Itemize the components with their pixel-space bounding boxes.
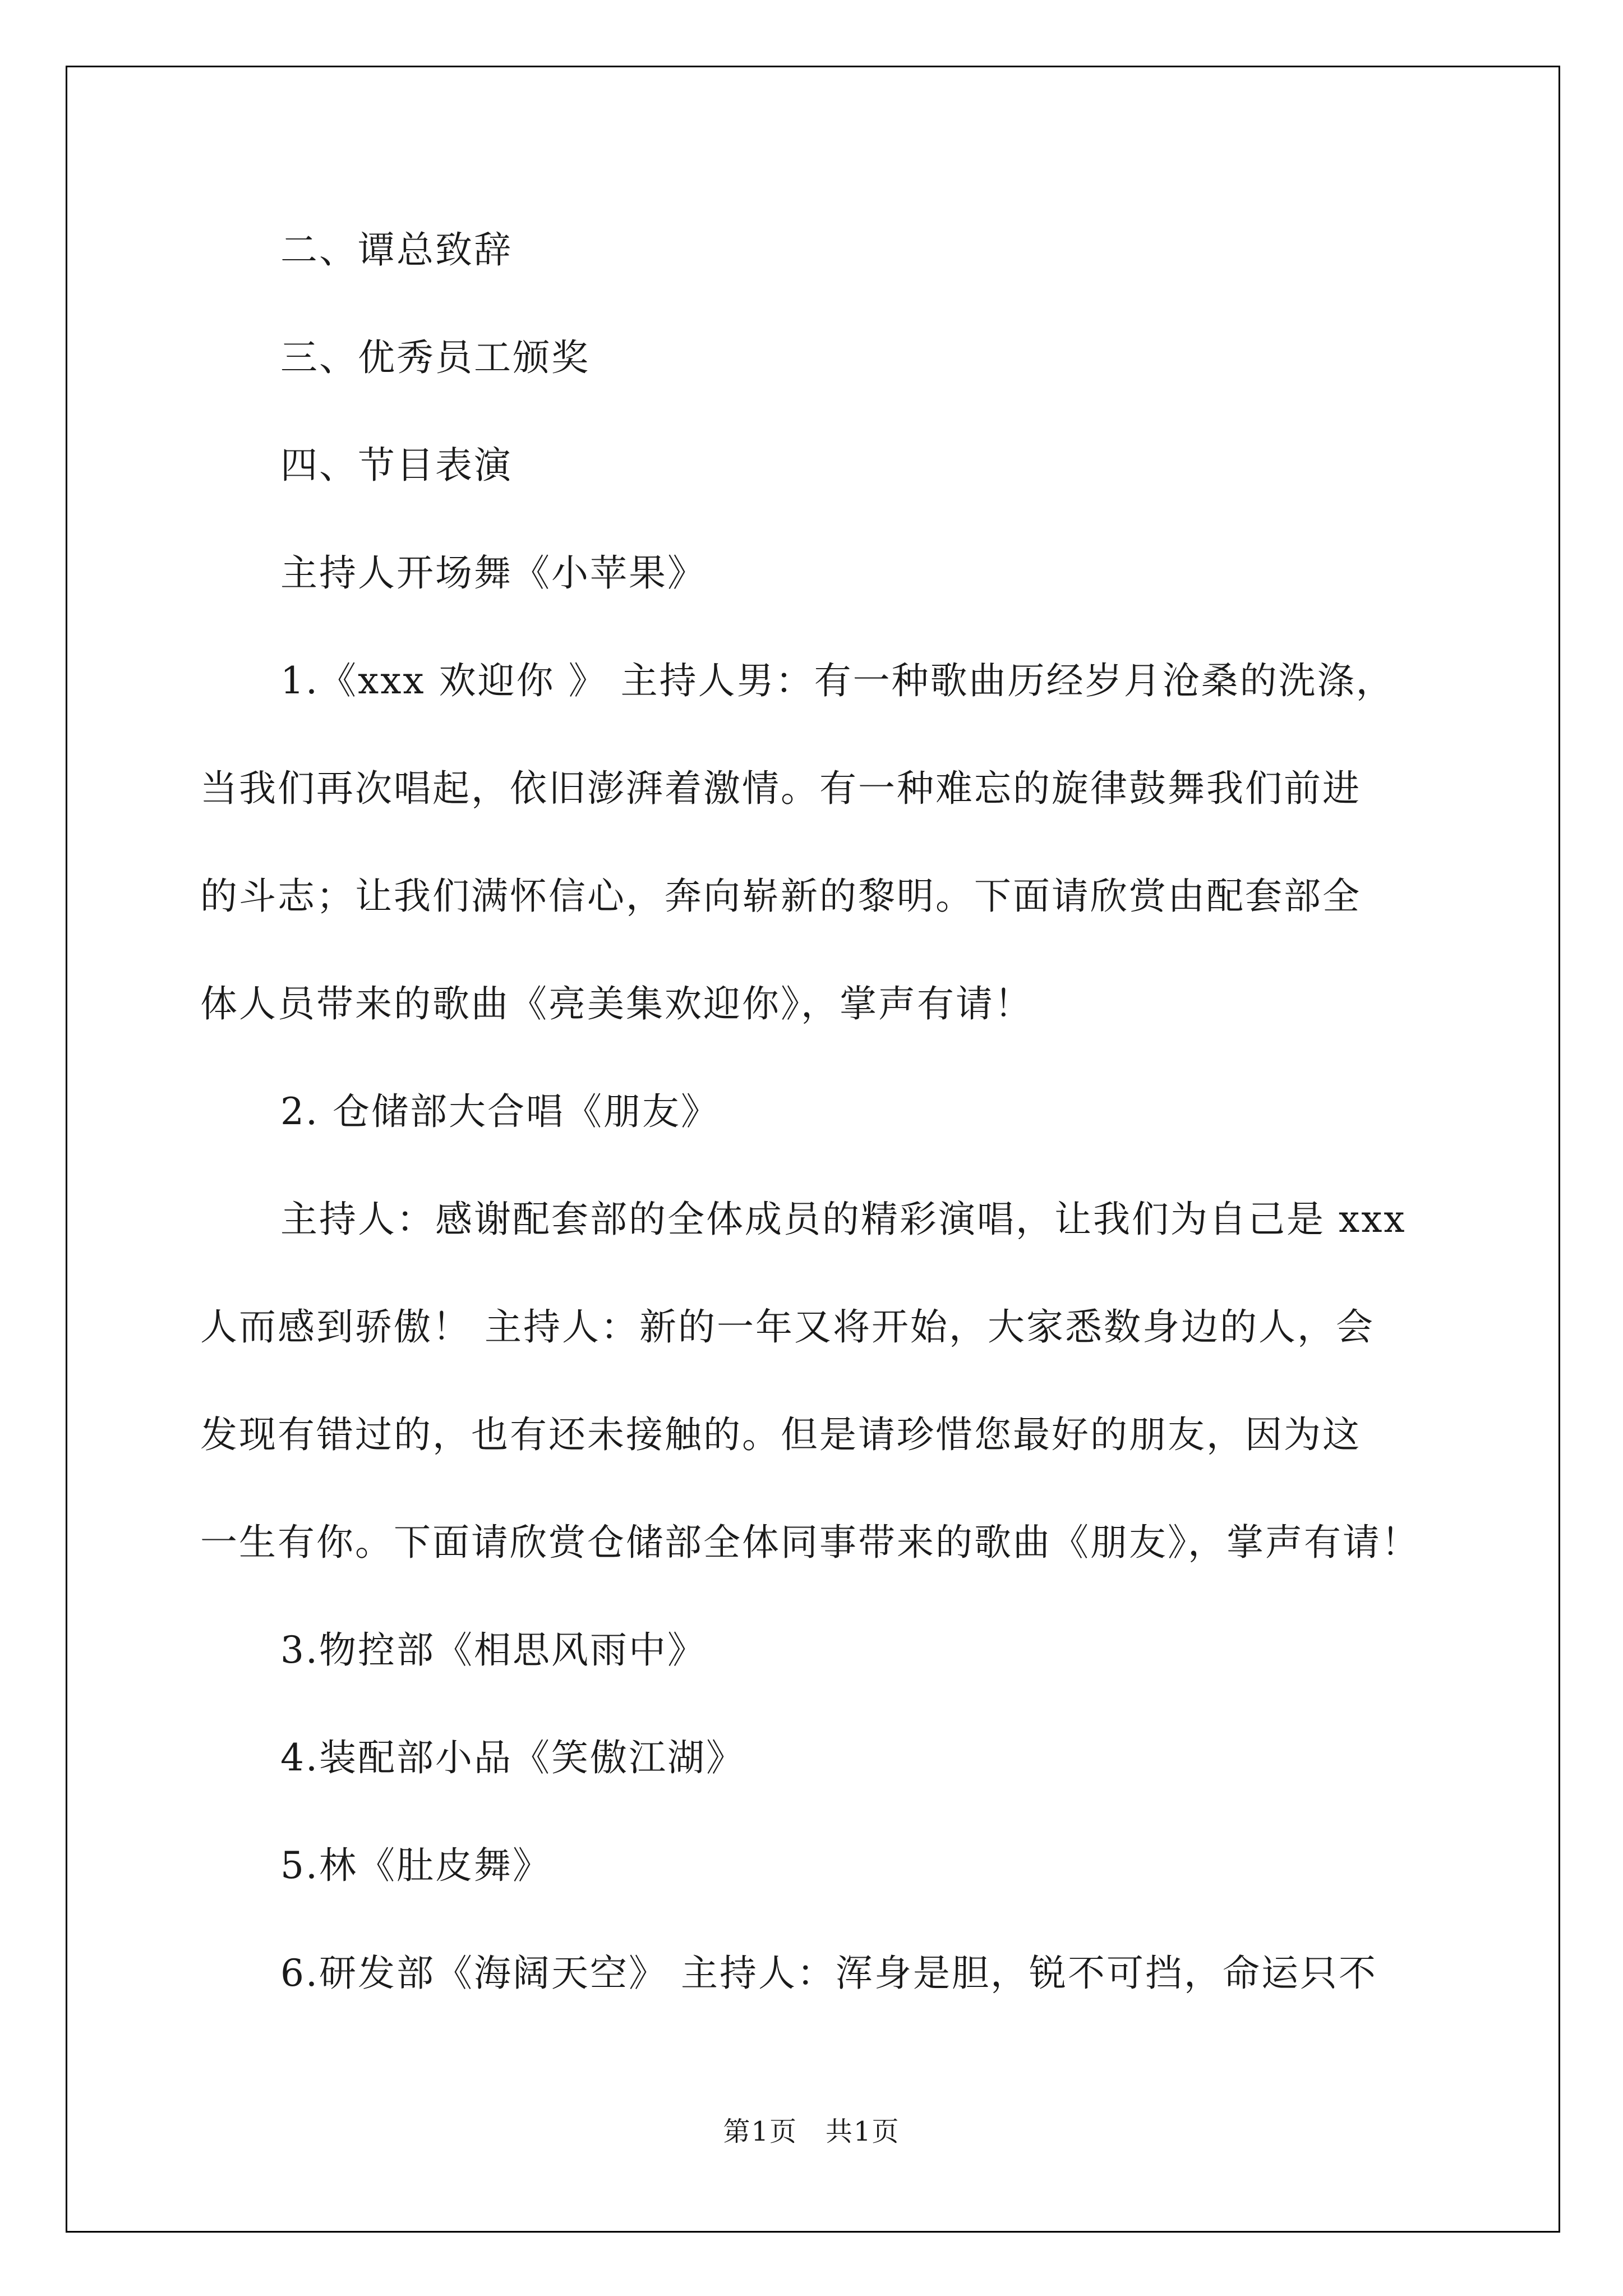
page-total: 共1页 <box>826 2116 900 2147</box>
paragraph-line: 的斗志；让我们满怀信心，奔向崭新的黎明。下面请欣赏由配套部全 <box>200 875 1361 918</box>
program-item-2: 2. 仓储部大合唱《朋友》 <box>280 1090 720 1133</box>
paragraph-line: 人而感到骄傲！ 主持人：新的一年又将开始，大家悉数身边的人，会 <box>200 1305 1375 1349</box>
opening-dance-line: 主持人开场舞《小苹果》 <box>280 551 706 595</box>
page-footer <box>0 2115 1623 2148</box>
paragraph-line: 体人员带来的歌曲《亮美集欢迎你》，掌声有请！ <box>200 982 1033 1025</box>
program-item-5: 5.林《肚皮舞》 <box>280 1844 551 1887</box>
page-number: 第1页 <box>723 2116 797 2147</box>
paragraph-line: 当我们再次唱起，依旧澎湃着激情。有一种难忘的旋律鼓舞我们前进 <box>200 767 1361 810</box>
host-speech-line: 主持人：感谢配套部的全体成员的精彩演唱，让我们为自己是 xxx <box>280 1198 1407 1241</box>
agenda-item-4: 四、节目表演 <box>280 444 513 487</box>
paragraph-line: 一生有你。下面请欣赏仓储部全体同事带来的歌曲《朋友》，掌声有请！ <box>200 1521 1420 1564</box>
program-item-1: 1.《xxx 欢迎你 》 主持人男：有一种歌曲历经岁月沧桑的洗涤， <box>280 659 1395 702</box>
program-item-3: 3.物控部《相思风雨中》 <box>280 1628 706 1672</box>
agenda-item-2: 二、谭总致辞 <box>280 228 513 272</box>
page-frame <box>66 66 1560 2233</box>
agenda-item-3: 三、优秀员工颁奖 <box>280 336 590 379</box>
program-item-4: 4.装配部小品《笑傲江湖》 <box>280 1736 745 1779</box>
paragraph-line: 发现有错过的，也有还未接触的。但是请珍惜您最好的朋友，因为这 <box>200 1413 1361 1456</box>
program-item-6: 6.研发部《海阔天空》 主持人：浑身是胆，锐不可挡，命运只不 <box>280 1952 1377 1995</box>
